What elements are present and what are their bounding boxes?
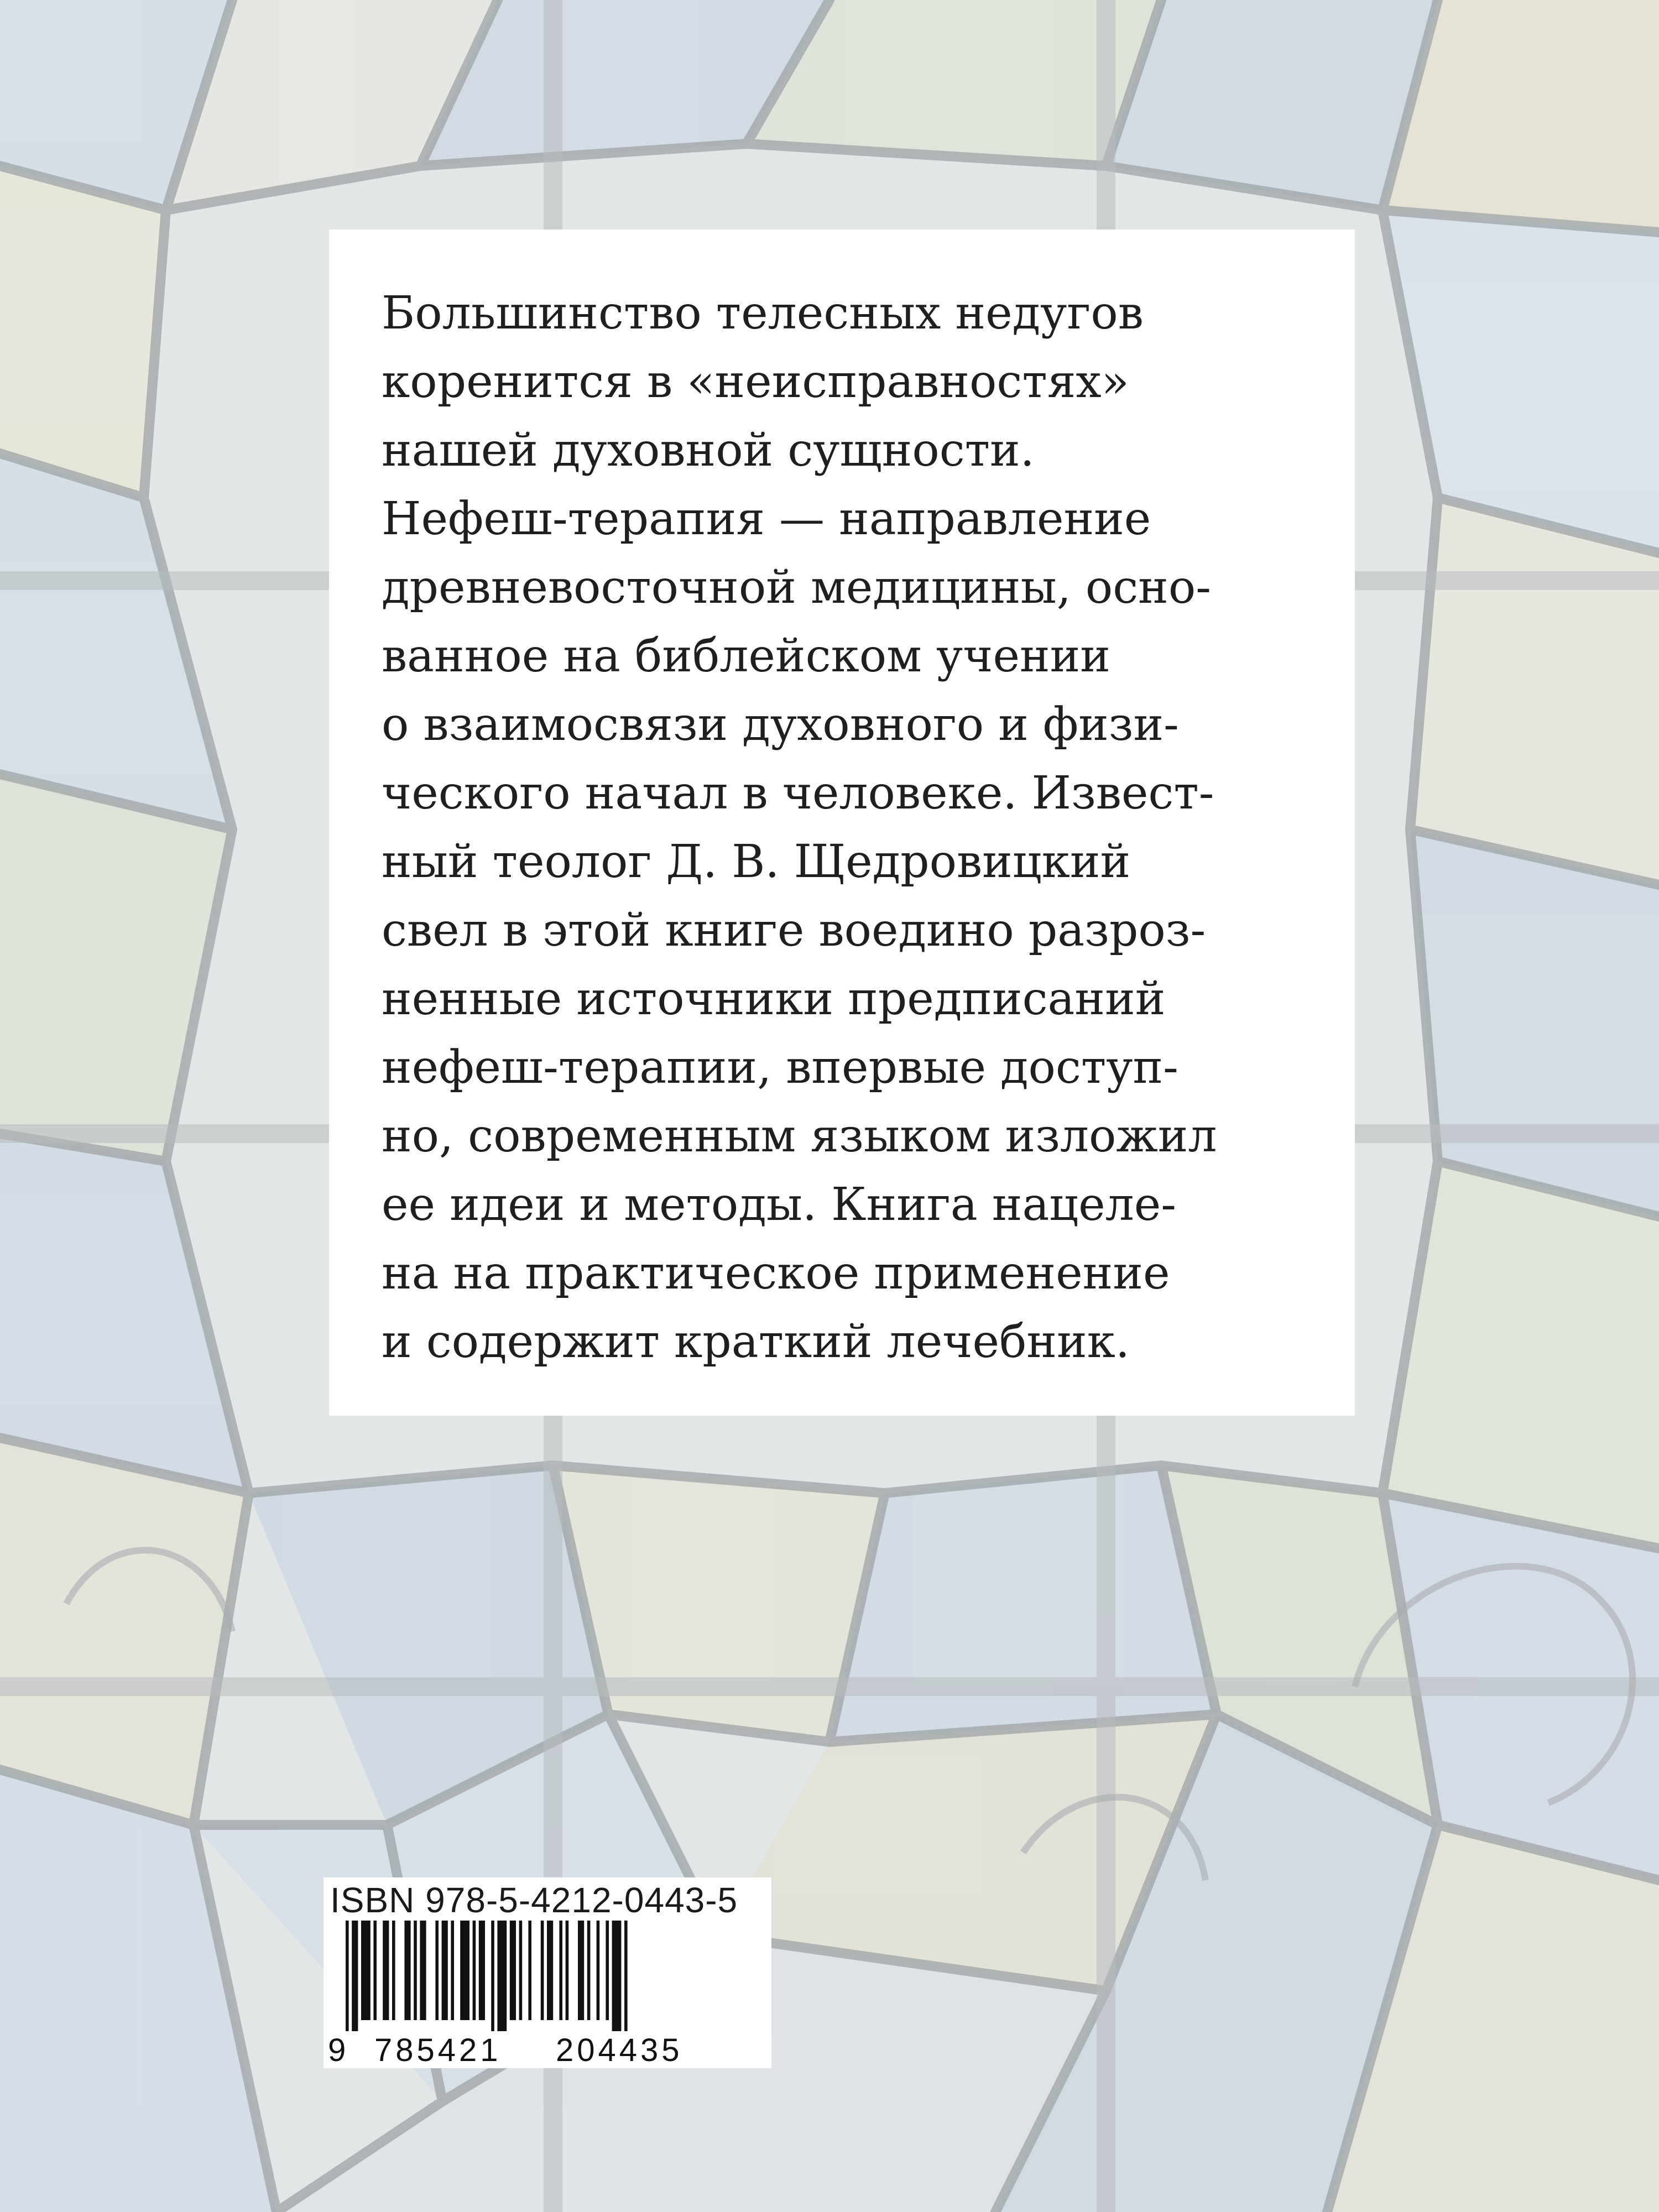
barcode-bar <box>451 1921 454 2020</box>
barcode-bar <box>587 1921 591 2020</box>
barcode-bars <box>346 1921 628 2031</box>
barcode-bar <box>420 1921 426 2020</box>
blurb-line: свел в этой книге воедино разроз- <box>382 904 1206 957</box>
barcode-bar <box>606 1921 609 2020</box>
barcode-bar <box>473 1921 476 2020</box>
blurb-line: ческого начал в человеке. Извест- <box>382 767 1214 820</box>
blurb-line: ее идеи и методы. Книга нацеле- <box>382 1178 1176 1231</box>
barcode-bar <box>624 1921 628 2031</box>
barcode-digits-right: 204435 <box>556 2032 683 2068</box>
blurb-line: древневосточной медицины, осно- <box>382 561 1211 614</box>
blurb-line: но, современным языком изложил <box>382 1110 1217 1162</box>
barcode-bar <box>578 1921 584 2020</box>
blurb-line: и содержит краткий лечебник. <box>382 1316 1130 1368</box>
blurb-line: нефеш-терапии, впервые доступ- <box>382 1041 1178 1094</box>
barcode-bar <box>547 1921 553 2020</box>
barcode-bar <box>479 1921 485 2020</box>
barcode-bar <box>346 1921 349 2031</box>
barcode-bar <box>414 1921 417 2020</box>
barcode-bar <box>566 1921 569 2020</box>
barcode-bar <box>392 1921 395 2020</box>
blurb-line: Нефеш-терапия — направление <box>382 493 1151 545</box>
barcode-bar <box>352 1921 358 2031</box>
barcode-bar <box>383 1921 389 2020</box>
barcode-bar <box>373 1921 377 2020</box>
blurb-line: ванное на библейском учении <box>382 630 1110 682</box>
isbn-block <box>324 1877 771 2068</box>
barcode-bar <box>541 1921 544 2020</box>
barcode-bar <box>435 1921 439 2020</box>
barcode-bar <box>361 1921 371 2020</box>
blurb-line: коренится в «неисправностях» <box>382 356 1129 408</box>
barcode-bar <box>612 1921 622 2031</box>
barcode-bar <box>528 1921 531 2020</box>
blurb-line: о взаимосвязи духовного и физи- <box>382 698 1179 751</box>
barcode-bar <box>491 1921 494 2031</box>
blurb-line: на на практическое применение <box>382 1247 1170 1300</box>
barcode-bar <box>510 1921 516 2020</box>
barcode-bar <box>519 1921 523 2020</box>
blurb-text <box>382 279 1217 1376</box>
barcode-bar <box>559 1921 562 2020</box>
barcode-digits-left: 9 <box>328 2032 346 2068</box>
blurb-panel <box>329 229 1355 1416</box>
barcode-bar <box>442 1921 448 2020</box>
blurb-line: нашей духовной сущности. <box>382 424 1035 477</box>
barcode-bar <box>460 1921 469 2020</box>
blurb-line: ный теолог Д. В. Щедровицкий <box>382 836 1131 888</box>
blurb-line: ненные источники предписаний <box>382 973 1166 1025</box>
barcode-bar <box>497 1921 507 2031</box>
blurb-line: Большинство телесных недугов <box>382 287 1144 340</box>
isbn-barcode <box>324 1877 771 2068</box>
barcode-bar <box>597 1921 600 2020</box>
isbn-label: ISBN 978-5-4212-0443-5 <box>330 1880 738 1920</box>
barcode-bar <box>404 1921 410 2020</box>
barcode-digits-middle: 785421 <box>374 2032 502 2068</box>
